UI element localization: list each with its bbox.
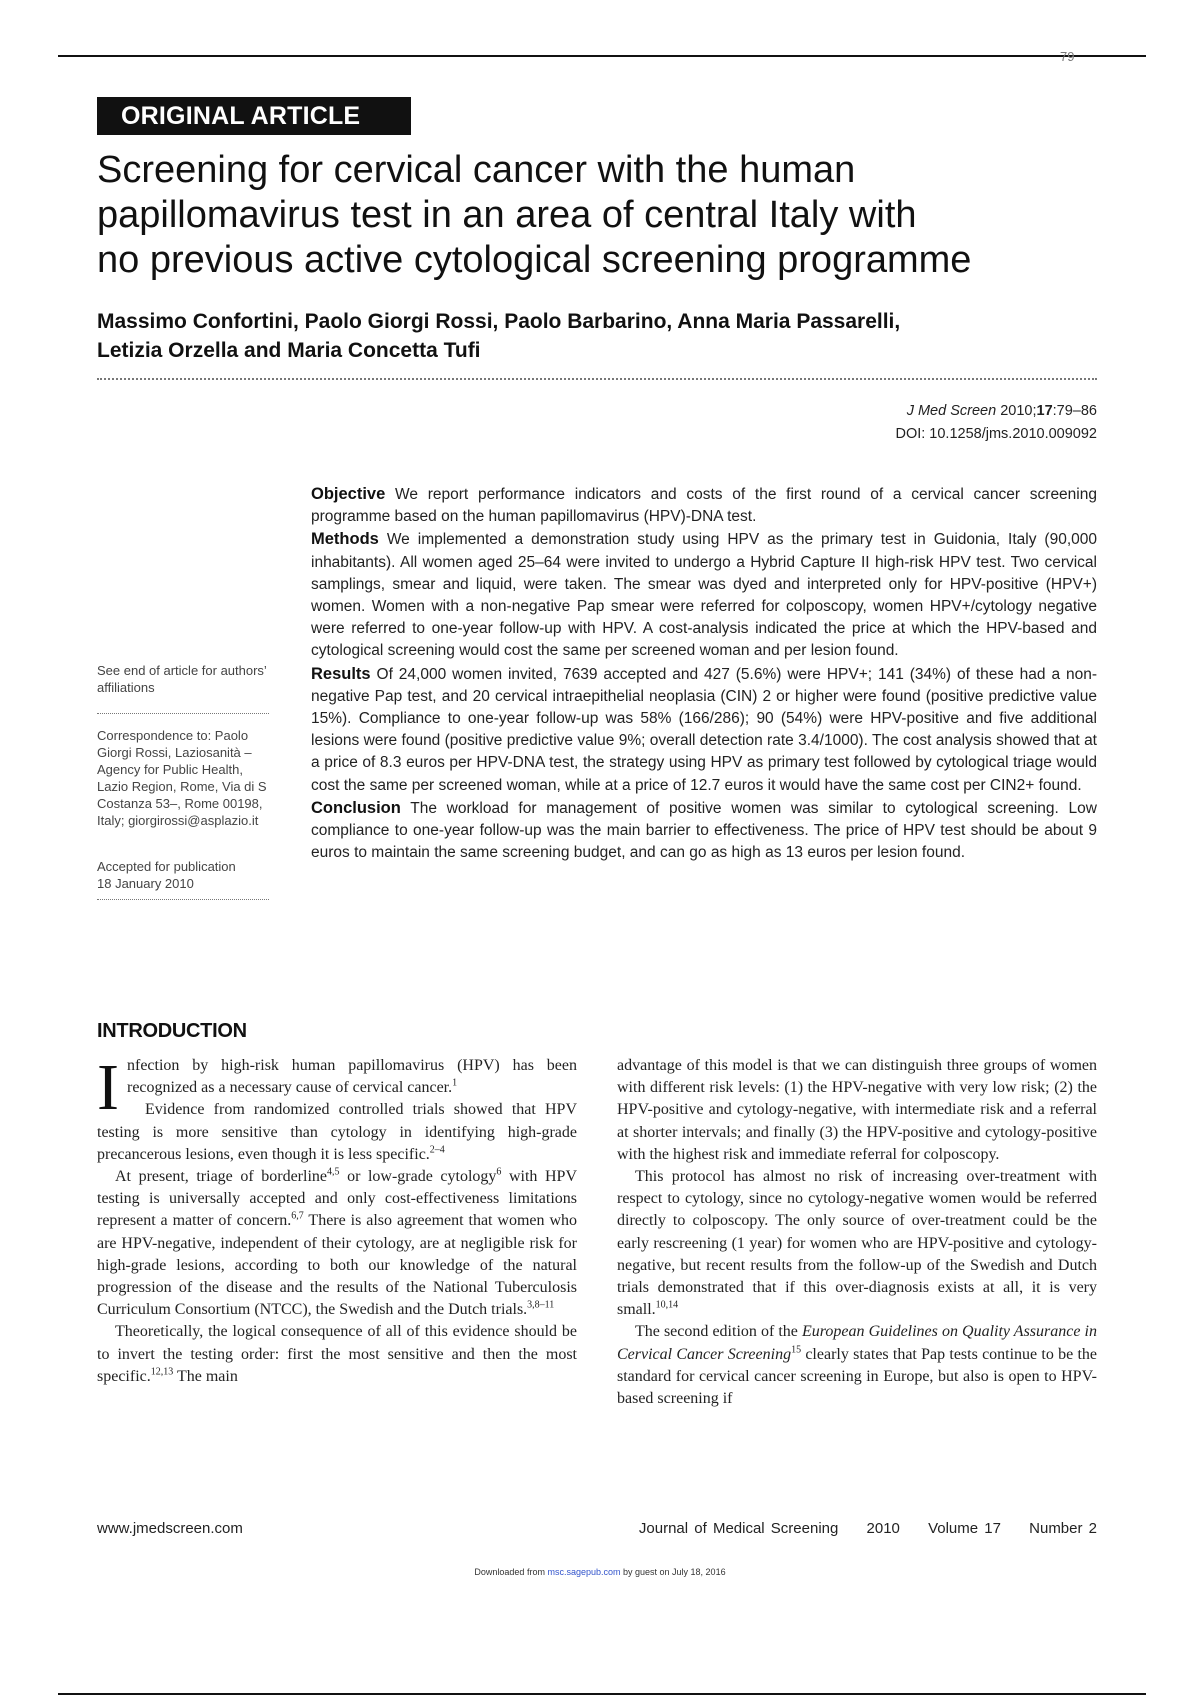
title-line: Screening for cervical cancer with the human — [97, 149, 856, 191]
journal-abbrev: J Med Screen — [906, 403, 997, 419]
reference-superscript: 2–4 — [429, 1144, 445, 1156]
reference-superscript: 1 — [452, 1077, 458, 1089]
body-paragraph — [97, 1321, 577, 1388]
footer-journal: Journal of Medical Screening — [638, 1520, 839, 1537]
reference-superscript: 6,7 — [291, 1211, 304, 1223]
author-list — [97, 307, 1097, 365]
abstract — [311, 483, 1097, 864]
drop-cap: I — [97, 1051, 119, 1124]
abstract-text: We implemented a demonstration study using HPV as the primary test in Guidonia, Italy (90,000 inhabitants). All women aged 25–64 were invited to undergo a Hybrid Capture II high-risk HPV test. Two cervical samplings, smear and liquid, were taken. The smear was dyed and interpreted only for HPV-positive (HPV+) women. Women with a non-negative Pap smear were referred for colposcopy, women HPV+/cytology negative were referred to one-year follow-up with HPV. A cost-analysis indicated the price at which the HPV-based and cytological screening would cost the same per screened woman and per lesion found. — [311, 531, 1097, 660]
doi: DOI: 10.1258/jms.2010.009092 — [895, 426, 1097, 442]
paragraph-text: clearly states that Pap tests continue to be the standard for cervical cancer screening in Europe, but also is open to HPV-based screening if — [617, 1345, 1097, 1408]
footer-year: 2010 — [866, 1520, 900, 1537]
footer-volume: Volume 17 — [928, 1520, 1001, 1537]
article-title — [97, 148, 1097, 283]
paragraph-text: with HPV testing is universally accepted and only cost-effectiveness limitations represent a matter of concern. — [97, 1168, 578, 1230]
journal-footer — [639, 1520, 1097, 1537]
reference-superscript: 4,5 — [327, 1166, 340, 1178]
paragraph-text: Evidence from randomized controlled trials showed that HPV testing is more sensitive than cytology in identifying high-grade precancerous lesions, even though it is less specific. — [97, 1101, 577, 1163]
paragraph-text: There is also agreement that women who are HPV-negative, independent of their cytology, are at negligible risk for high-grade lesions, according to both our knowledge of the natural progression of the disease and the results of the National Tuberculosis Curriculum Consortium (NTCC), the Swedish and the Dutch trials. — [97, 1212, 578, 1319]
abstract-text: The workload for management of positive women was similar to cytological screening. Low compliance to one-year follow-up was the main barrier to effectiveness. The price of HPV test should be about 9 euros to maintain the same screening budget, and can go as high as 13 euros per lesion found. — [311, 799, 1097, 862]
reference-superscript: 3,8–11 — [527, 1299, 555, 1311]
page-number: 79 — [1060, 49, 1075, 64]
body-paragraph — [97, 1099, 577, 1166]
download-note — [0, 1567, 1200, 1577]
guideline-title: European Guidelines on Quality Assurance in Cervical Cancer Screening — [617, 1323, 1097, 1363]
header-rule — [58, 55, 1146, 57]
paragraph-text: The main — [173, 1367, 238, 1385]
download-link[interactable]: msc.sagepub.com — [547, 1567, 621, 1577]
sidebar-divider — [97, 899, 269, 900]
author-line: Massimo Confortini, Paolo Giorgi Rossi, Paolo Barbarino, Anna Maria Passarelli, — [97, 310, 901, 333]
abstract-conclusion — [311, 797, 1097, 865]
abstract-results — [311, 663, 1097, 797]
correspondence-note: Correspondence to: Paolo Giorgi Rossi, Laziosanità – Agency for Public Health, Lazio Region, Rome, Via di S Costanza 53–, Rome 00198, Italy; giorgirossi@asplazio.it — [97, 728, 267, 828]
sidebar-divider — [97, 713, 269, 714]
author-line: Letizia Orzella and Maria Concetta Tufi — [97, 339, 481, 362]
article-type-label: ORIGINAL ARTICLE — [97, 97, 411, 135]
paragraph-text: The second edition of the — [635, 1323, 802, 1341]
body-paragraph — [97, 1051, 577, 1124]
body-paragraph: advantage of this model is that we can distinguish three groups of women with different risk levels: (1) the HPV-negative with very low risk; (2) the HPV-positive and cytology-negative, with intermediate risk and a referral at shorter intervals; and finally (3) the HPV-positive and cytology-positive with the highest risk and immediate referral for colposcopy. — [617, 1057, 1097, 1163]
reference-superscript: 15 — [791, 1344, 802, 1356]
citation-year: 2010; — [996, 403, 1037, 419]
download-suffix: by guest on July 18, 2016 — [620, 1567, 726, 1577]
accepted-note — [97, 858, 277, 892]
abstract-label: Conclusion — [311, 798, 401, 817]
abstract-label: Objective — [311, 485, 386, 503]
abstract-text: We report performance indicators and costs of the first round of a cervical cancer screening programme based on the human papillomavirus (HPV)-DNA test. — [311, 486, 1097, 526]
footer-rule — [58, 1693, 1146, 1695]
title-line: no previous active cytological screening programme — [97, 239, 972, 281]
accepted-label: Accepted for publication — [97, 859, 236, 874]
citation-volume: 17 — [1036, 403, 1053, 419]
title-line: papillomavirus test in an area of central Italy with — [97, 194, 917, 236]
paragraph-text: This protocol has almost no risk of increasing over-treatment with respect to cytology, since no cytology-negative women would be referred directly to colposcopy. The only source of over-treatment could be the early rescreening (1 year) for women who are HPV-positive and cytology-negative, but recent results from the follow-up of the Swedish and Dutch trials demonstrated that if this over-diagnosis exists at all, it is very small. — [617, 1168, 1097, 1319]
abstract-methods — [311, 528, 1097, 662]
body-paragraph — [617, 1321, 1097, 1410]
body-column-left — [97, 1051, 578, 1388]
citation-line — [895, 400, 1097, 423]
paragraph-text: Theoretically, the logical consequence of all of this evidence should be to invert the testing order: first the most sensitive and then the most specific. — [97, 1323, 577, 1385]
abstract-text: Of 24,000 women invited, 7639 accepted and 427 (5.6%) were HPV+; 141 (34%) of these had a non-negative Pap test, and 20 cervical intraepithelial neoplasia (CIN) 2 or higher were found (positive predictive value 15%). Compliance to one-year follow-up was 58% (166/286); 90 (54%) were HPV-positive and five additional lesions were found (positive predictive value 9%; overall detection rate 3.4/1000). The cost analysis showed that at a price of 8.3 euros per HPV-DNA test, the strategy using HPV as primary test followed by cytological triage would cost the same per screened woman, while at a price of 12.7 euros it would have the same cost per CIN2+ found. — [311, 665, 1097, 794]
reference-superscript: 6 — [496, 1166, 502, 1178]
reference-superscript: 10,14 — [655, 1299, 679, 1311]
citation-pages: :79–86 — [1052, 403, 1097, 419]
download-prefix: Downloaded from — [474, 1567, 548, 1577]
section-heading-introduction: INTRODUCTION — [97, 1020, 247, 1042]
paragraph-text: or low-grade cytology — [339, 1168, 497, 1186]
abstract-label: Results — [311, 664, 371, 683]
footer-number: Number 2 — [1029, 1520, 1097, 1537]
title-divider — [97, 378, 1097, 380]
paragraph-text: At present, triage of borderline — [115, 1168, 327, 1186]
paragraph-text: nfection by high-risk human papillomavirus (HPV) has been recognized as a necessary cause of cervical cancer. — [126, 1057, 577, 1097]
abstract-label: Methods — [311, 530, 379, 549]
reference-superscript: 12,13 — [150, 1366, 174, 1378]
body-paragraph — [97, 1166, 577, 1321]
citation-block — [895, 400, 1097, 446]
body-paragraph — [617, 1166, 1097, 1321]
accepted-date: 18 January 2010 — [97, 876, 194, 891]
journal-website[interactable]: www.jmedscreen.com — [97, 1520, 243, 1537]
abstract-objective — [311, 483, 1097, 528]
body-column-right — [617, 1055, 1097, 1410]
affiliations-note: See end of article for authors’ affiliations — [97, 663, 267, 695]
